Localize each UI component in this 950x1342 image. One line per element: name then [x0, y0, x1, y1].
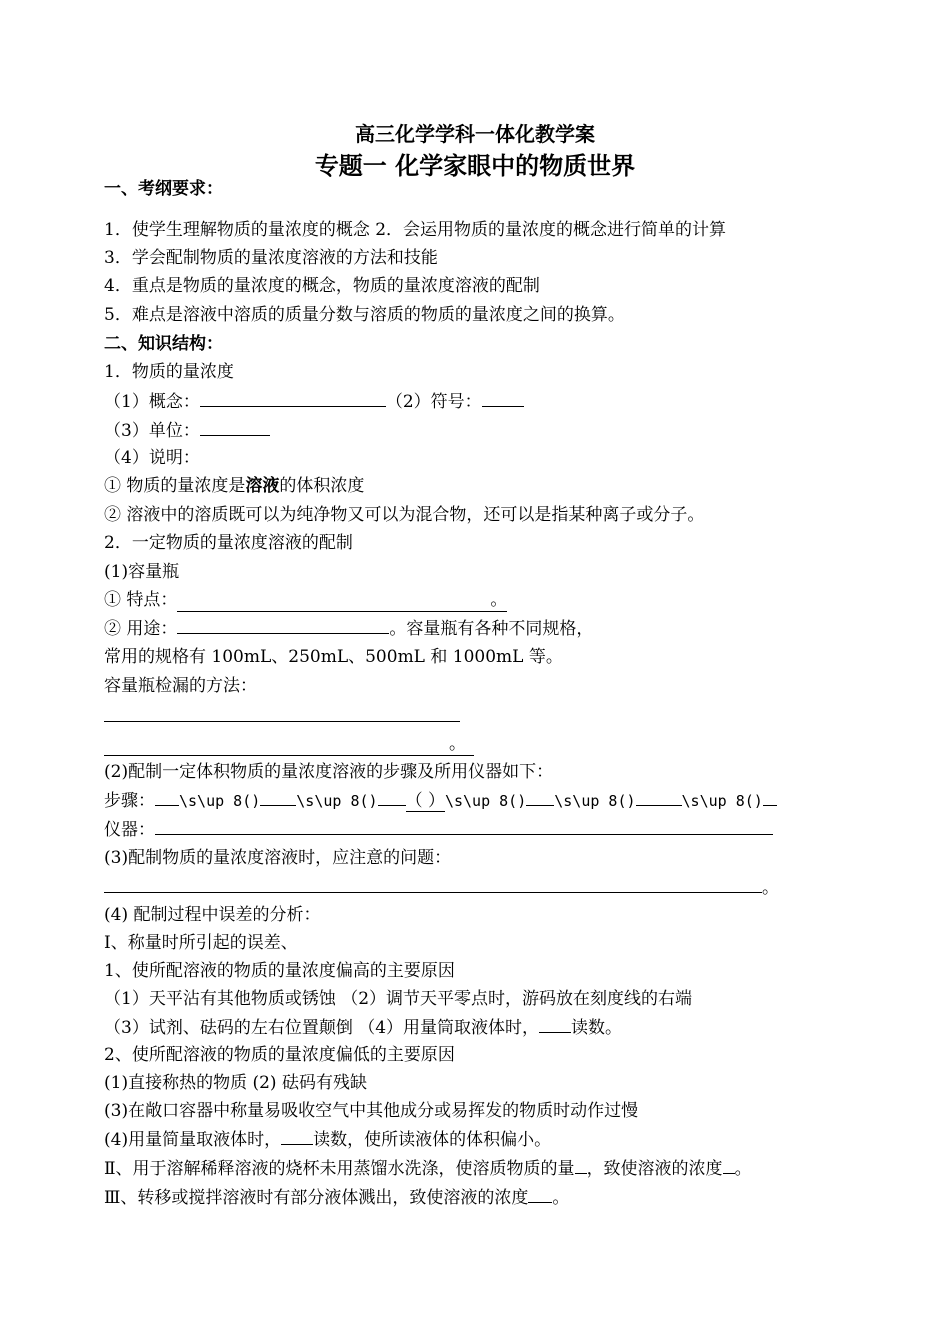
specs-line: 常用的规格有 100mL、250mL、500mL 和 1000mL 等。	[104, 647, 563, 667]
error-II-mid: ，致使溶液的浓度	[586, 1159, 723, 1179]
leak-blank-2[interactable]	[104, 733, 474, 756]
feature-end: 。	[490, 590, 508, 610]
steps-line	[104, 789, 777, 812]
requirement-item: 4．重点是物质的量浓度的概念，物质的量浓度溶液的配制	[104, 276, 540, 296]
low-line3	[104, 1128, 551, 1151]
unit-line	[104, 419, 270, 442]
step-blank-2[interactable]	[260, 789, 296, 806]
error-I: Ⅰ、称量时所引起的误差、	[104, 933, 298, 953]
high-line2-suffix: 读数。	[571, 1018, 623, 1038]
low-line3-suffix: 读数，使所读液体的体积偏小。	[313, 1130, 552, 1150]
unit-blank[interactable]	[200, 419, 270, 436]
low-title: 2、使所配溶液的物质的量浓度偏低的主要原因	[104, 1045, 455, 1065]
requirement-item: 1．使学生理解物质的量浓度的概念 2．会运用物质的量浓度的概念进行简单的计算	[104, 220, 727, 240]
step-blank-6[interactable]	[763, 789, 777, 806]
attention-title: (3)配制物质的量浓度溶液时，应注意的问题：	[104, 848, 452, 868]
feature-blank[interactable]	[177, 589, 507, 612]
use-suffix: 。容量瓶有各种不同规格，	[389, 619, 594, 639]
error-II-end: 。	[734, 1159, 752, 1179]
section2-heading: 二、知识结构：	[104, 334, 223, 354]
note1-suffix: 的体积浓度	[279, 476, 365, 496]
steps-title: (2)配制一定体积物质的量浓度溶液的步骤及所用仪器如下：	[104, 762, 554, 782]
note1-emphasis: 溶液	[245, 476, 280, 496]
part2-title: 2．一定物质的量浓度溶液的配制	[104, 533, 353, 553]
leak-label: 容量瓶检漏的方法：	[104, 676, 257, 696]
requirement-item: 3．学会配制物质的量浓度溶液的方法和技能	[104, 248, 438, 268]
note1	[104, 475, 364, 497]
step-code-5: \s\up 8()	[681, 792, 763, 810]
note2: ② 溶液中的溶质既可以为纯净物又可以为混合物，还可以是指某种离子或分子。	[104, 505, 705, 525]
conc-blank-1[interactable]	[723, 1157, 735, 1174]
step-code-1: \s\up 8()	[179, 792, 261, 810]
high-title: 1、使所配溶液的物质的量浓度偏高的主要原因	[104, 961, 455, 981]
step-blank-5[interactable]	[636, 789, 682, 806]
error-title: (4) 配制过程中误差的分析：	[104, 905, 321, 925]
high-line2-prefix: （3）试剂、砝码的左右位置颠倒 （4）用量筒取液体时，	[104, 1018, 540, 1038]
concept-line	[104, 390, 524, 413]
error-III-prefix: Ⅲ、转移或搅拌溶液时有部分液体溅出，致使溶液的浓度	[104, 1188, 529, 1208]
concept-label: （1）概念：	[104, 392, 200, 412]
document-title: 高三化学学科一体化教学案	[355, 122, 595, 146]
amount-blank[interactable]	[575, 1157, 587, 1174]
instrument-label: 仪器：	[104, 820, 155, 840]
step-code-2: \s\up 8()	[296, 792, 378, 810]
note-label: （4）说明：	[104, 448, 200, 468]
concept-blank[interactable]	[200, 390, 386, 407]
high-line1: （1）天平沾有其他物质或锈蚀 （2）调节天平零点时，游码放在刻度线的右端	[104, 989, 693, 1009]
flask-title: (1)容量瓶	[104, 562, 180, 582]
instrument-line	[104, 818, 773, 841]
low-line1: (1)直接称热的物质 (2) 砝码有残缺	[104, 1073, 367, 1093]
leak-blank-1[interactable]	[104, 705, 460, 728]
symbol-blank[interactable]	[482, 390, 524, 407]
read-blank-1[interactable]	[539, 1016, 571, 1033]
step-blank-3[interactable]	[378, 789, 406, 806]
feature-label: ① 特点：	[104, 590, 178, 610]
section1-heading: 一、考纲要求：	[104, 179, 223, 199]
requirement-item: 5．难点是溶液中溶质的质量分数与溶质的物质的量浓度之间的换算。	[104, 305, 625, 325]
conc-blank-2[interactable]	[528, 1186, 552, 1203]
symbol-label: （2）符号：	[385, 392, 482, 412]
attention-end: 。	[762, 878, 779, 898]
low-line2: (3)在敞口容器中称量易吸收空气中其他成分或易挥发的物质时动作过慢	[104, 1101, 639, 1121]
error-II-prefix: Ⅱ、用于溶解稀释溶液的烧杯未用蒸馏水洗涤，使溶质物质的量	[104, 1159, 575, 1179]
step-code-3: \s\up 8()	[444, 792, 527, 810]
step-code-4: \s\up 8()	[554, 792, 636, 810]
low-line3-prefix: (4)用量简量取液体时，	[104, 1130, 282, 1150]
step-blank-4[interactable]	[526, 789, 554, 806]
document-subtitle: 专题一 化学家眼中的物质世界	[314, 151, 636, 180]
attention-line	[104, 876, 779, 899]
instrument-blank[interactable]	[155, 818, 773, 835]
use-label: ② 用途：	[104, 619, 178, 639]
steps-label: 步骤：	[104, 791, 155, 811]
feature-line	[104, 589, 507, 612]
use-line	[104, 617, 593, 640]
error-III	[104, 1186, 569, 1209]
attention-blank[interactable]	[104, 876, 762, 893]
step-blank-1[interactable]	[155, 789, 179, 806]
part1-title: 1．物质的量浓度	[104, 362, 234, 382]
error-II	[104, 1157, 752, 1180]
use-blank[interactable]	[177, 617, 389, 634]
step-paren[interactable]: （ ）	[405, 791, 445, 811]
note1-prefix: ① 物质的量浓度是	[104, 476, 246, 496]
high-line2	[104, 1016, 622, 1039]
read-blank-2[interactable]	[281, 1128, 313, 1145]
error-III-end: 。	[552, 1188, 570, 1208]
unit-label: （3）单位：	[104, 421, 200, 441]
leak-end: 。	[449, 734, 466, 754]
